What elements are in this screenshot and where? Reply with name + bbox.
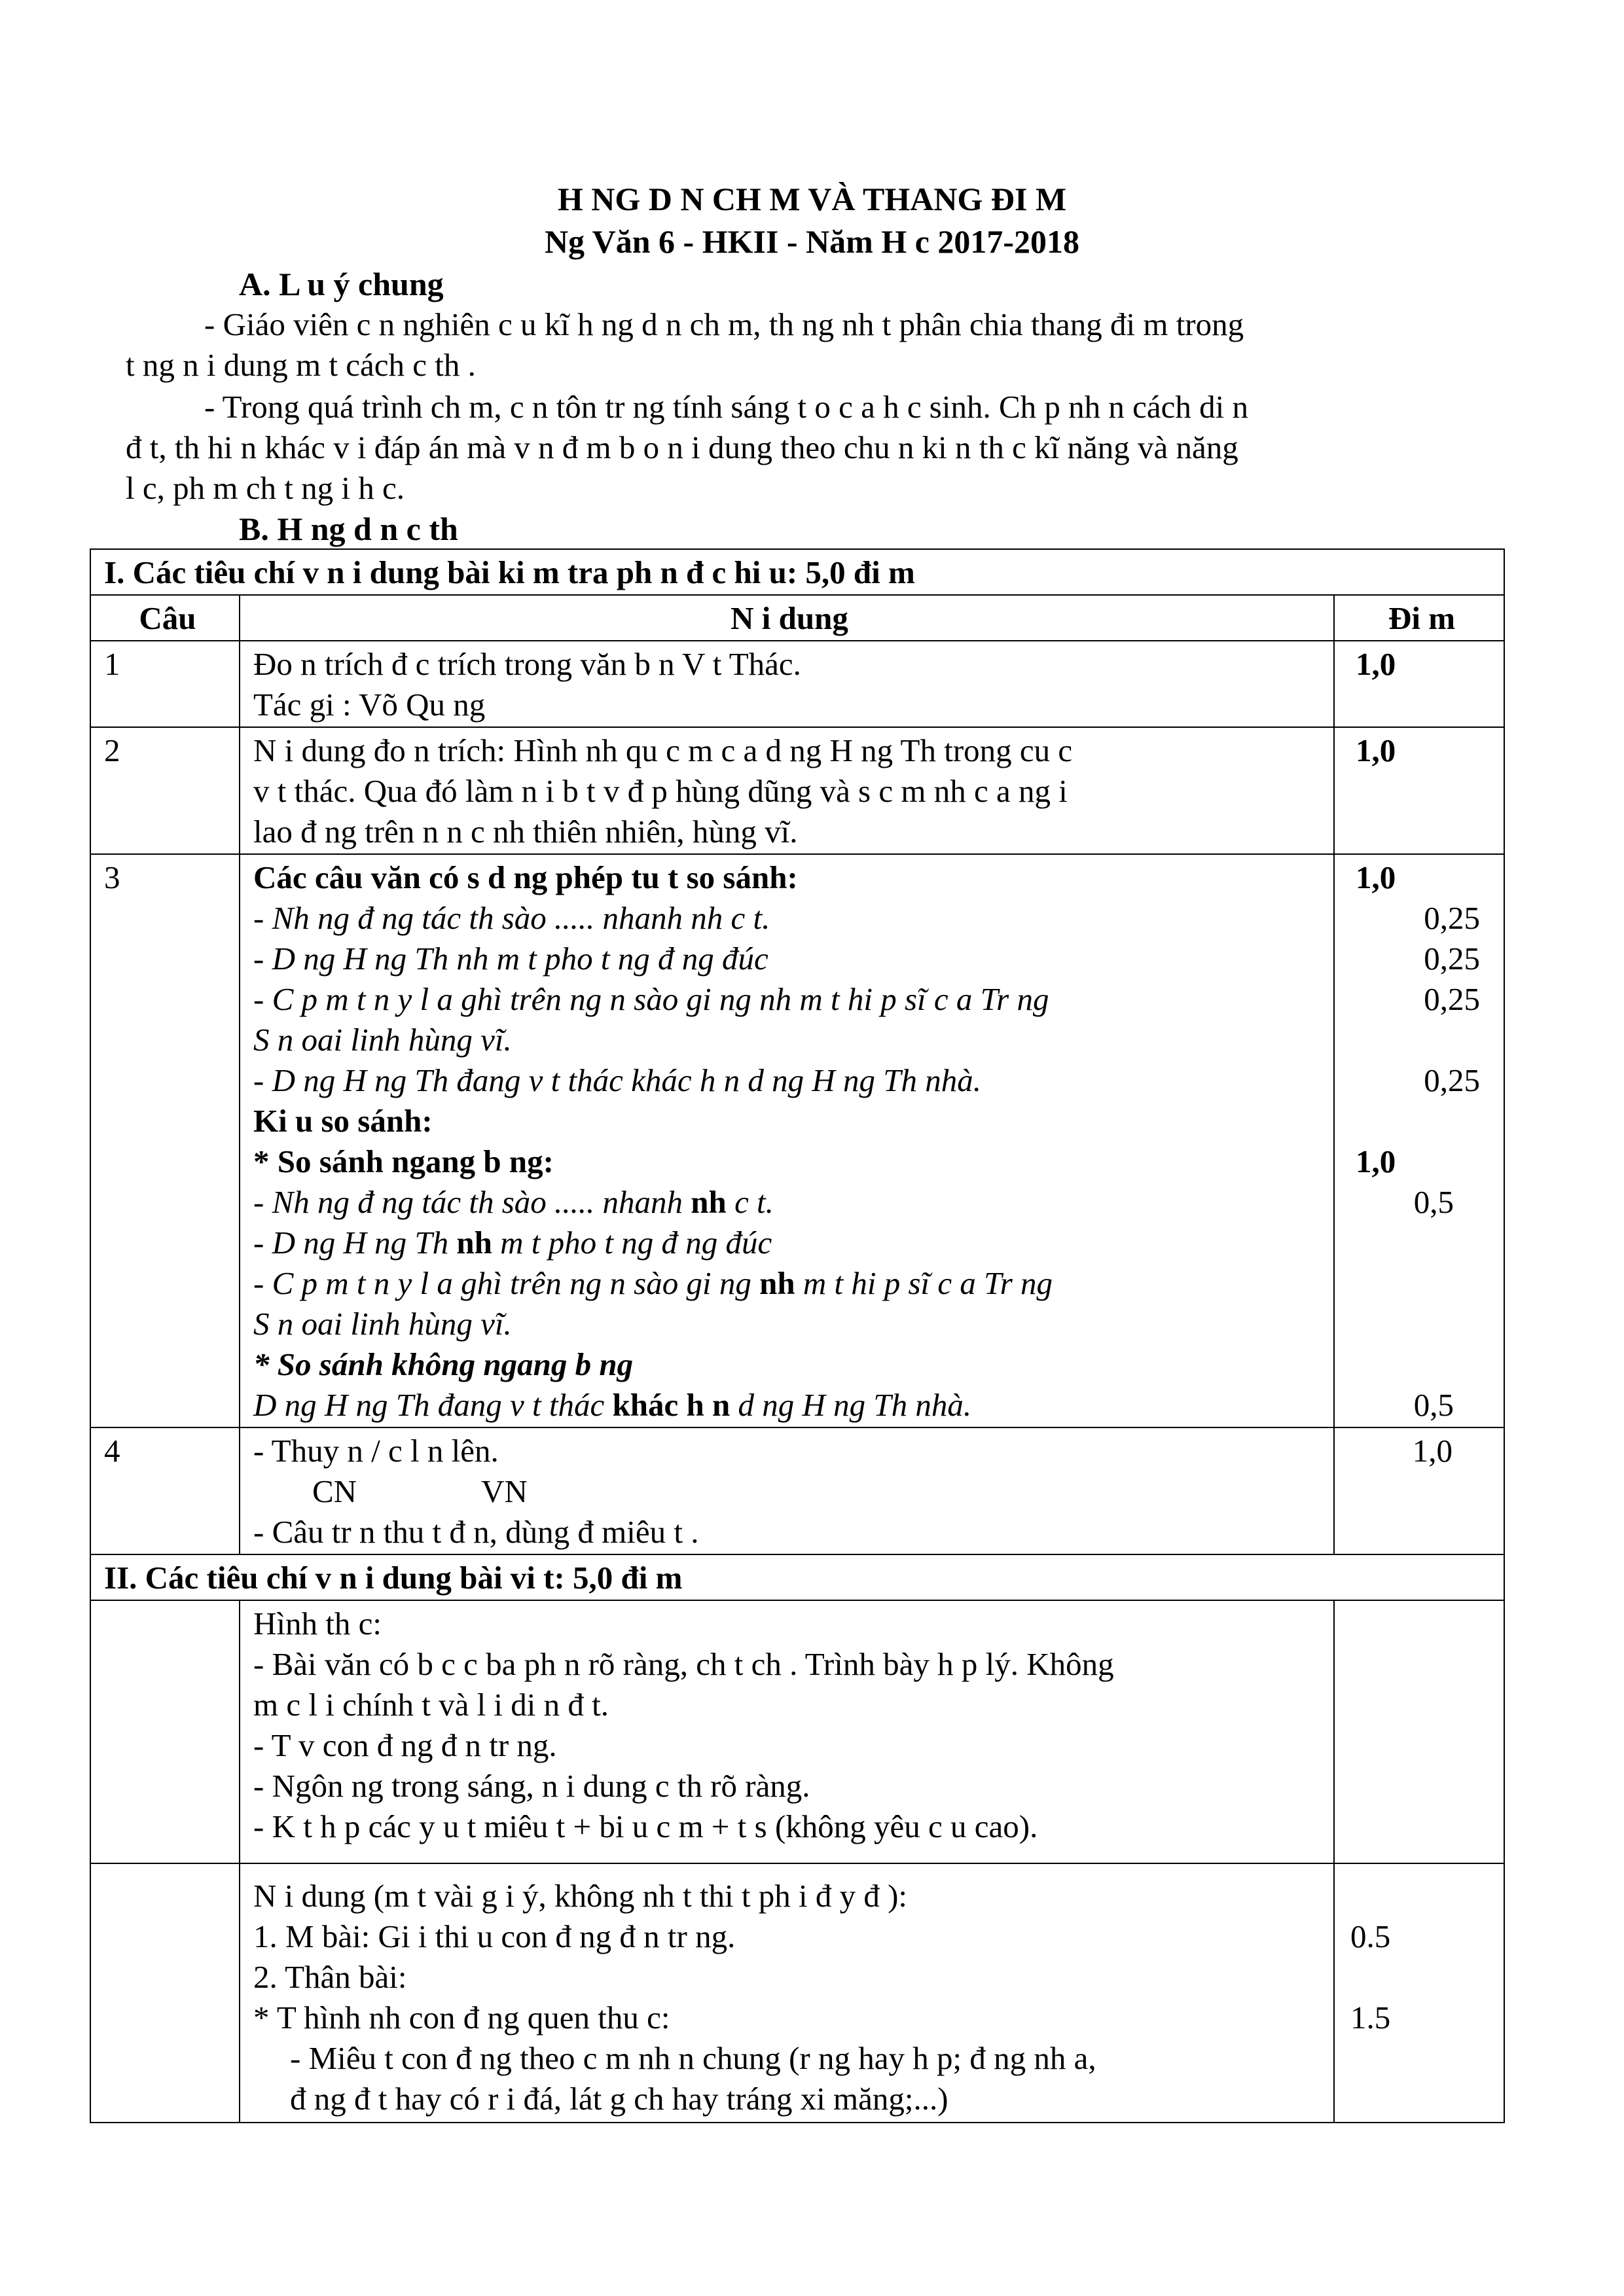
row4-line1: - Thuy n / c l n lên.	[253, 1433, 499, 1469]
row3-heading-sentences: Các câu văn có s d ng phép tu t so sánh:	[253, 859, 798, 895]
table-row	[90, 727, 1504, 854]
content-line4: - Miêu t con đ ng theo c m nh n chung (r ng hay h p; đ ng nh a,	[290, 2040, 1096, 2076]
section-a-para1-line2: t ng n i dung m t cách c th .	[126, 347, 476, 383]
row4-cn-vn: CN VN	[312, 1473, 528, 1509]
content-line3: * T hình nh con đ ng quen thu c:	[253, 2000, 670, 2036]
row3-sentence3a: - C p m t n y l a ghì trên ng n sào gi ng nh m t hi p sĩ c a Tr ng	[253, 981, 1049, 1017]
row3-unequal1: D ng H ng Th đang v t thác khác h n d ng H ng Th nhà.	[253, 1387, 972, 1423]
col-header-diem: Đi m	[1334, 595, 1504, 641]
col-header-cau: Câu	[90, 595, 240, 641]
content-score1: 0.5	[1350, 1918, 1391, 1954]
row3-heading-types: Ki u so sánh:	[253, 1103, 433, 1139]
form-line6: - K t h p các y u t miêu t + bi u c m + t s (không yêu c u cao).	[253, 1808, 1038, 1844]
row1-line1: Đo n trích đ c trích trong văn b n V t Thác.	[253, 646, 801, 682]
rubric-table	[90, 548, 1505, 2123]
form-content	[240, 1600, 1334, 1863]
section-a-heading: A. L u ý chung	[239, 266, 444, 302]
content-intro: N i dung (m t vài g i ý, không nh t thi t ph i đ y đ ):	[253, 1878, 908, 1914]
row3-score-b1: 0,5	[1413, 1184, 1454, 1220]
section-a-para2-line1: - Trong quá trình ch m, c n tôn tr ng tính sáng t o c a h c sinh. Ch p nh n cách di n	[204, 389, 1249, 425]
row1-content	[240, 641, 1334, 727]
part1-title: I. Các tiêu chí v n i dung bài ki m tra ph n đ c hi u: 5,0 đi m	[90, 549, 1504, 595]
row3-score-spacer1	[1348, 1020, 1480, 1060]
content-score-spacer1	[1350, 1876, 1496, 1916]
row1-cau: 1	[90, 641, 240, 727]
row3-heading-equal: * So sánh ngang b ng:	[253, 1143, 554, 1179]
row3-equal3b: S n oai linh hùng vĩ.	[253, 1306, 512, 1342]
form-score	[1334, 1600, 1504, 1863]
row4-score: 1,0	[1334, 1427, 1504, 1554]
content-score-spacer2	[1350, 1957, 1496, 1998]
row3-score-spacer4	[1348, 1263, 1480, 1304]
content-score	[1334, 1863, 1504, 2123]
part1-title-row	[90, 549, 1504, 595]
row3-score-b2: 0,5	[1413, 1387, 1454, 1423]
content-cau	[90, 1863, 240, 2123]
row3-sentence3b: S n oai linh hùng vĩ.	[253, 1022, 512, 1058]
row2-line3: lao đ ng trên n n c nh thiên nhiên, hùng vĩ.	[253, 814, 798, 850]
content-row	[90, 1863, 1504, 2123]
row4-cau: 4	[90, 1427, 240, 1554]
table-row	[90, 641, 1504, 727]
row3-equal3: - C p m t n y l a ghì trên ng n sào gi ng nh m t hi p sĩ c a Tr ng	[253, 1265, 1053, 1301]
row3-score-b: 1,0	[1356, 1143, 1396, 1179]
content-line5: đ ng đ t hay có r i đá, lát g ch hay tráng xi măng;...)	[290, 2081, 948, 2117]
form-line5: - Ngôn ng trong sáng, n i dung c th rõ ràng.	[253, 1768, 810, 1804]
row3-score-spacer5	[1348, 1304, 1480, 1344]
row3-score-a3: 0,25	[1424, 981, 1481, 1017]
form-line1: Hình th c:	[253, 1605, 382, 1641]
content-line1: 1. M bài: Gi i thi u con đ ng đ n tr ng.	[253, 1918, 736, 1954]
row3-scores	[1334, 854, 1504, 1427]
row3-sentence2: - D ng H ng Th nh m t pho t ng đ ng đúc	[253, 941, 768, 977]
form-line2: - Bài văn có b c c ba ph n rõ ràng, ch t ch . Trình bày h p lý. Không	[253, 1646, 1114, 1682]
form-row	[90, 1600, 1504, 1863]
col-header-noidung: N i dung	[240, 595, 1334, 641]
row3-score-a1: 0,25	[1424, 900, 1481, 936]
content-content	[240, 1863, 1334, 2123]
header-row	[90, 595, 1504, 641]
form-line4: - T v con đ ng đ n tr ng.	[253, 1727, 557, 1763]
row3-score-spacer6	[1348, 1344, 1480, 1385]
table-row	[90, 854, 1504, 1427]
document-title: H NG D N CH M VÀ THANG ĐI M	[557, 181, 1067, 217]
row3-sentence1: - Nh ng đ ng tác th sào ..... nhanh nh c t.	[253, 900, 770, 936]
row3-equal2: - D ng H ng Th nh m t pho t ng đ ng đúc	[253, 1225, 772, 1261]
row2-line2: v t thác. Qua đó làm n i b t v đ p hùng dũng và s c m nh c a ng i	[253, 773, 1068, 809]
section-a-para2-line2: đ t, th hi n khác v i đáp án mà v n đ m b o n i dung theo chu n ki n th c kĩ năng và năng	[126, 429, 1238, 465]
content-line2: 2. Thân bài:	[253, 1959, 407, 1995]
part2-title-row	[90, 1554, 1504, 1600]
form-cau	[90, 1600, 240, 1863]
content-score2: 1.5	[1350, 2000, 1391, 2036]
part2-title: II. Các tiêu chí v n i dung bài vi t: 5,0 đi m	[90, 1554, 1504, 1600]
row3-content	[240, 854, 1334, 1427]
row1-score: 1,0	[1334, 641, 1504, 727]
row3-cau: 3	[90, 854, 240, 1427]
row1-line2: Tác gi : Võ Qu ng	[253, 687, 486, 723]
section-a-para1-line1: - Giáo viên c n nghiên c u kĩ h ng d n ch m, th ng nh t phân chia thang đi m trong	[204, 306, 1244, 342]
row4-content	[240, 1427, 1334, 1554]
row2-content	[240, 727, 1334, 854]
row3-score-spacer2	[1348, 1101, 1480, 1141]
row2-cau: 2	[90, 727, 240, 854]
row3-score-a2: 0,25	[1424, 941, 1481, 977]
section-b-heading: B. H ng d n c th	[239, 511, 458, 547]
row3-score-spacer3	[1348, 1223, 1480, 1263]
form-line3: m c l i chính t và l i di n đ t.	[253, 1687, 609, 1723]
row3-equal1: - Nh ng đ ng tác th sào ..... nhanh nh c t.	[253, 1184, 774, 1220]
section-a-para2-line3: l c, ph m ch t ng i h c.	[126, 470, 405, 506]
row3-score-a: 1,0	[1356, 859, 1396, 895]
row2-line1: N i dung đo n trích: Hình nh qu c m c a d ng H ng Th trong cu c	[253, 732, 1073, 768]
table-row	[90, 1427, 1504, 1554]
document-subtitle: Ng Văn 6 - HKII - Năm H c 2017-2018	[544, 223, 1080, 260]
row3-score-a4: 0,25	[1424, 1062, 1481, 1098]
row4-line3: - Câu tr n thu t đ n, dùng đ miêu t .	[253, 1514, 699, 1550]
row3-sentence4: - D ng H ng Th đang v t thác khác h n d ng H ng Th nhà.	[253, 1062, 981, 1098]
row2-score: 1,0	[1334, 727, 1504, 854]
row3-heading-unequal: * So sánh không ngang b ng	[253, 1346, 634, 1382]
